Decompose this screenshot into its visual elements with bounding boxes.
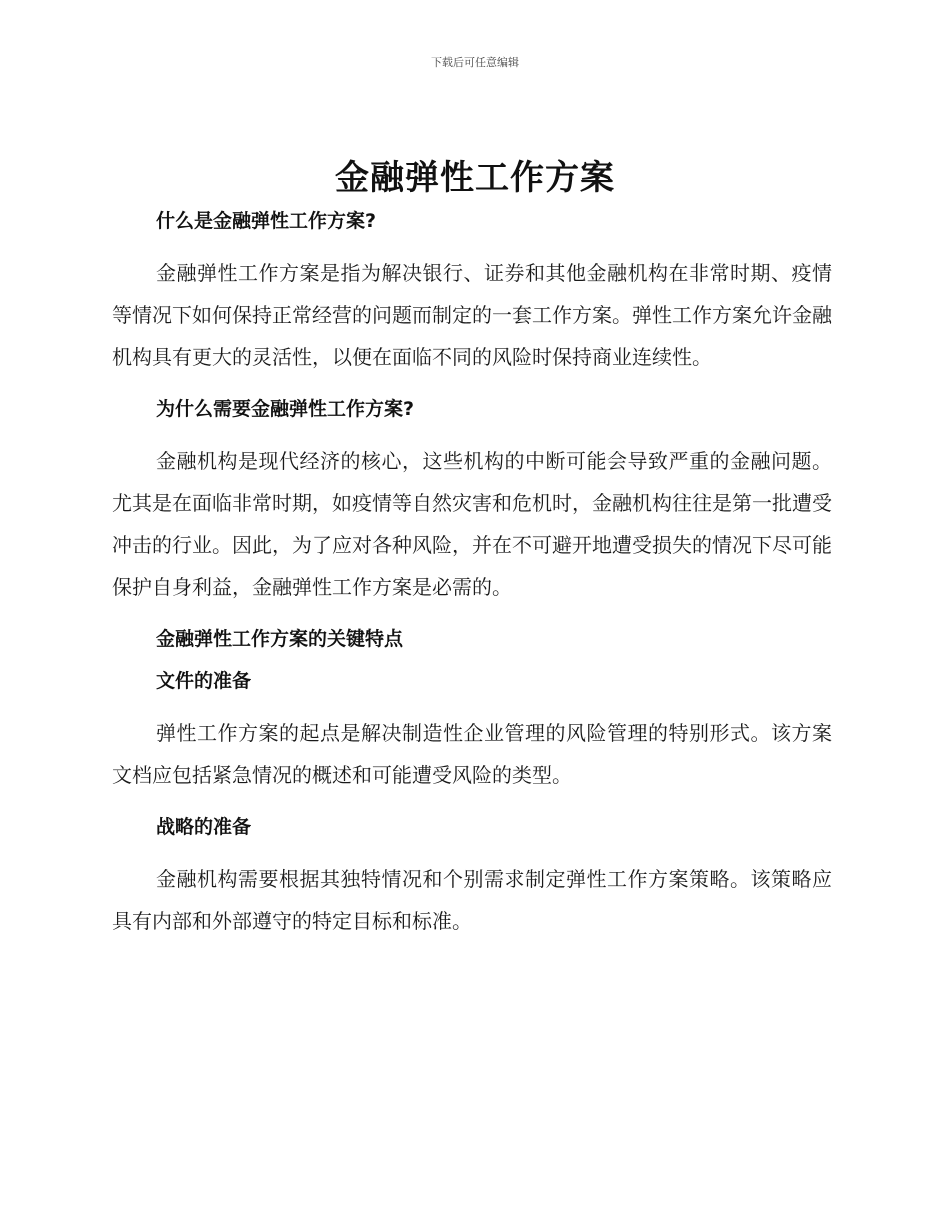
section-paragraph-strategy-prep: 金融机构需要根据其独特情况和个别需求制定弹性工作方案策略。该策略应具有内部和外部遵守的特定目标和标准。 — [112, 867, 832, 933]
section-paragraph-why: 金融机构是现代经济的核心，这些机构的中断可能会导致严重的金融问题。尤其是在面临非常时期，如疫情等自然灾害和危机时，金融机构往往是第一批遭受冲击的行业。因此，为了应对各种风险，并在不可避开地遭受损失的情况下尽可能保护自身利益，金融弹性工作方案是必需的。 — [112, 449, 832, 599]
section-heading-key-features: 金融弹性工作方案的关键特点 — [156, 628, 404, 650]
header-note: 下载后可任意编辑 — [431, 56, 519, 69]
document-title: 金融弹性工作方案 — [335, 158, 615, 198]
section-heading-why: 为什么需要金融弹性工作方案? — [156, 398, 415, 420]
document-body — [112, 200, 832, 952]
section-paragraph-what: 金融弹性工作方案是指为解决银行、证券和其他金融机构在非常时期、疫情等情况下如何保持正常经营的问题而制定的一套工作方案。弹性工作方案允许金融机构具有更大的灵活性，以便在面临不同的风险时保持商业连续性。 — [112, 261, 832, 369]
section-heading-what: 什么是金融弹性工作方案? — [156, 210, 377, 232]
section-paragraph-file-prep: 弹性工作方案的起点是解决制造性企业管理的风险管理的特别形式。该方案文档应包括紧急情况的概述和可能遭受风险的类型。 — [112, 721, 832, 787]
section-heading-file-prep: 文件的准备 — [156, 670, 252, 692]
section-heading-strategy-prep: 战略的准备 — [156, 816, 252, 838]
